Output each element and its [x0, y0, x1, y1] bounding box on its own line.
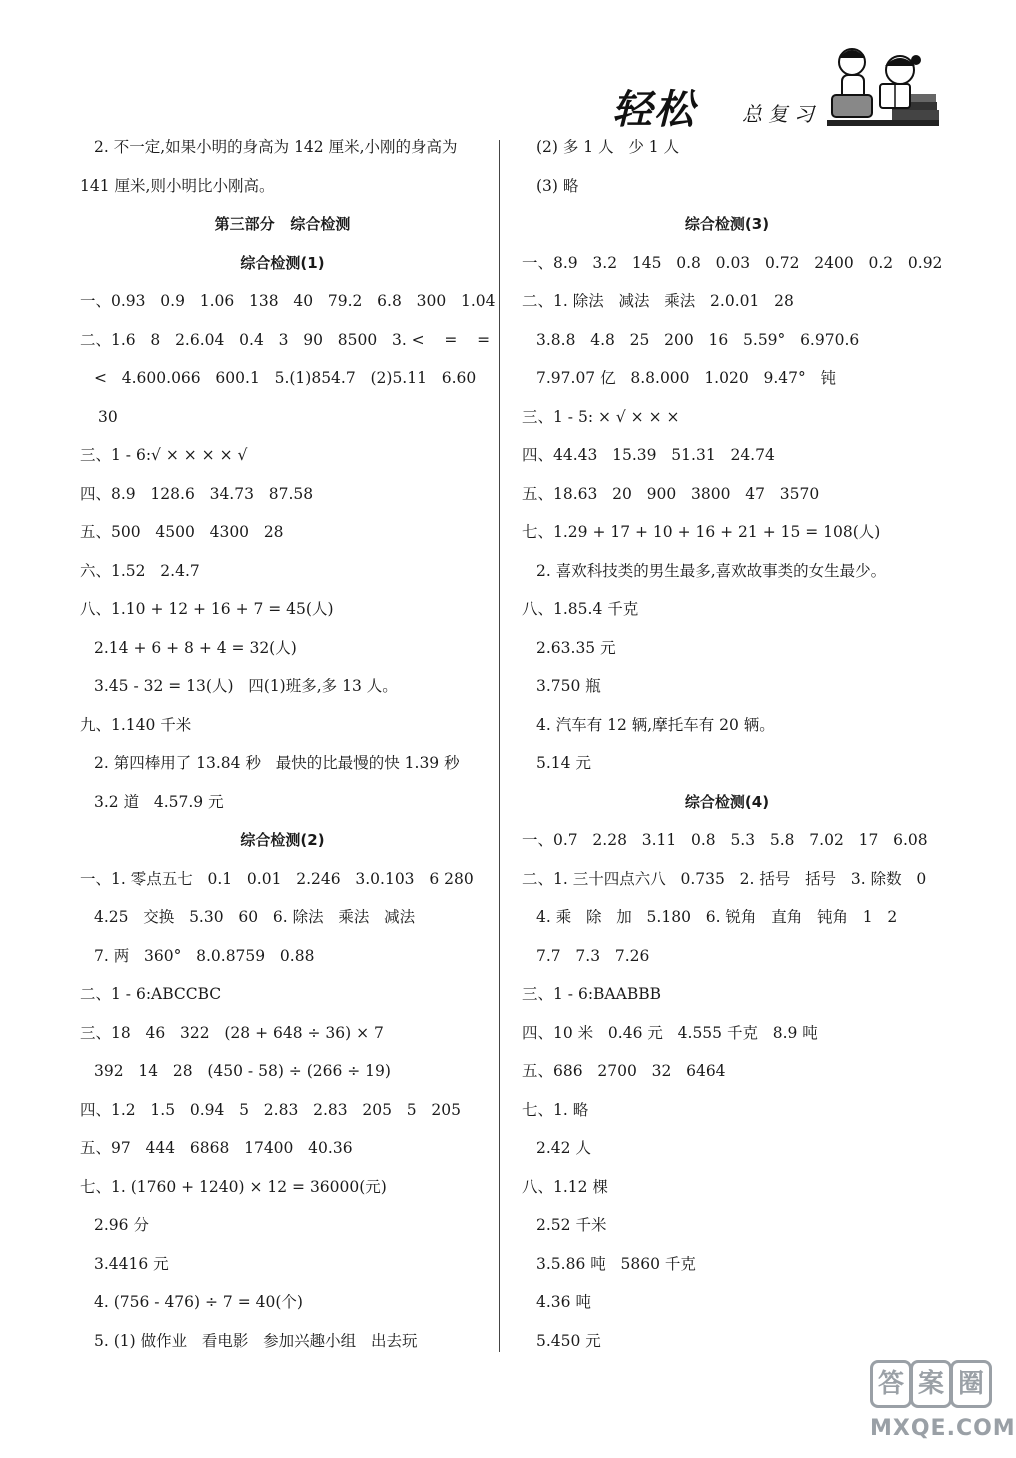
- answer-line: (3) 略: [536, 176, 579, 195]
- answer-line: 2.14 + 6 + 8 + 4 = 32(人): [94, 638, 297, 657]
- answer-line: 七、1. (1760 + 1240) × 12 = 36000(元): [80, 1177, 387, 1196]
- answer-line: 4.36 吨: [536, 1293, 591, 1311]
- section-heading: 第三部分 综合检测: [214, 215, 351, 233]
- watermark-char: 圈: [950, 1360, 992, 1408]
- answer-line: 3.4416 元: [94, 1254, 169, 1273]
- answer-line: 二、1 - 6:ABCCBC: [80, 985, 222, 1003]
- answer-line: 2. 喜欢科技类的男生最多,喜欢故事类的女生最少。: [536, 561, 887, 580]
- answer-line: 30: [98, 407, 118, 426]
- answer-line: 五、97 444 6868 17400 40.36: [80, 1139, 353, 1157]
- answer-line: 六、1.52 2.4.7: [80, 561, 200, 580]
- answer-line: 5.14 元: [536, 754, 591, 772]
- answer-line: 2.96 分: [94, 1216, 149, 1234]
- answer-line: 四、10 米 0.46 元 4.555 千克 8.9 吨: [522, 1023, 818, 1042]
- watermark: [870, 1360, 1016, 1450]
- answer-line: 三、1 - 6:√ × × × × √: [80, 446, 248, 464]
- answer-line: 7.97.07 亿 8.8.000 1.020 9.47° 钝: [536, 369, 837, 387]
- logo-title: 轻松: [612, 86, 696, 133]
- answer-line: 二、1.6 8 2.6.04 0.4 3 90 8500 3. < = =: [80, 330, 491, 349]
- answer-line: 5.450 元: [536, 1331, 601, 1350]
- logo-subtitle: 总复习: [742, 102, 820, 126]
- section-heading: 综合检测(1): [240, 253, 325, 272]
- answer-line: < 4.600.066 600.1 5.(1)854.7 (2)5.11 6.60: [94, 369, 477, 387]
- answer-line: 五、18.63 20 900 3800 47 3570: [522, 484, 820, 503]
- right-column: [522, 128, 943, 1360]
- answer-line: 四、44.43 15.39 51.31 24.74: [522, 446, 775, 464]
- reading-children-illustration-icon: [822, 40, 942, 140]
- watermark-url: MXQE.COM: [870, 1416, 1016, 1441]
- answer-line: 一、8.9 3.2 145 0.8 0.03 0.72 2400 0.2 0.92: [522, 253, 943, 272]
- watermark-char: 答: [870, 1360, 912, 1408]
- column-divider: [499, 140, 500, 1352]
- answer-line: 2. 第四棒用了 13.84 秒 最快的比最慢的快 1.39 秒: [94, 754, 460, 772]
- answer-line: 2. 不一定,如果小明的身高为 142 厘米,小刚的身高为: [94, 138, 458, 156]
- answer-line: 392 14 28 (450 - 58) ÷ (266 ÷ 19): [94, 1062, 391, 1080]
- answer-line: 3.45 - 32 = 13(人) 四(1)班多,多 13 人。: [94, 677, 398, 695]
- left-column: [80, 128, 496, 1360]
- answer-line: 3.5.86 吨 5860 千克: [536, 1254, 696, 1273]
- answer-line: 四、8.9 128.6 34.73 87.58: [80, 484, 314, 503]
- answer-line: 2.42 人: [536, 1139, 591, 1157]
- answer-line: 二、1. 三十四点六八 0.735 2. 括号 括号 3. 除数 0: [522, 869, 927, 888]
- answer-line: 三、1 - 5: × √ × × ×: [522, 407, 680, 426]
- answer-line: (2) 多 1 人 少 1 人: [536, 138, 680, 156]
- answer-line: 七、1.29 + 17 + 10 + 16 + 21 + 15 = 108(人): [522, 523, 881, 541]
- answer-line: 2.52 千米: [536, 1216, 607, 1234]
- answer-line: 五、686 2700 32 6464: [522, 1062, 726, 1080]
- answer-line: 2.63.35 元: [536, 638, 616, 657]
- answer-line: 一、0.93 0.9 1.06 138 40 79.2 6.8 300 1.04: [80, 292, 496, 310]
- section-heading: 综合检测(2): [240, 831, 325, 849]
- answer-line: 141 厘米,则小明比小刚高。: [80, 176, 275, 195]
- answer-line: 5. (1) 做作业 看电影 参加兴趣小组 出去玩: [94, 1331, 418, 1350]
- answer-line: 3.750 瓶: [536, 677, 601, 695]
- answer-line: 一、0.7 2.28 3.11 0.8 5.3 5.8 7.02 17 6.08: [522, 831, 928, 849]
- answer-line: 三、1 - 6:BAABBB: [522, 985, 661, 1003]
- answer-line: 4. (756 - 476) ÷ 7 = 40(个): [94, 1293, 303, 1311]
- answer-line: 4. 汽车有 12 辆,摩托车有 20 辆。: [536, 715, 775, 734]
- answer-line: 八、1.10 + 12 + 16 + 7 = 45(人): [80, 600, 334, 618]
- watermark-char: 案: [910, 1360, 952, 1408]
- header-logo: [612, 40, 942, 140]
- answer-line: 7. 两 360° 8.0.8759 0.88: [94, 946, 315, 965]
- answer-line: 7.7 7.3 7.26: [536, 946, 650, 965]
- section-heading: 综合检测(4): [684, 792, 770, 811]
- answer-line: 七、1. 略: [522, 1100, 589, 1119]
- answer-line: 四、1.2 1.5 0.94 5 2.83 2.83 205 5 205: [80, 1100, 461, 1119]
- answer-line: 4. 乘 除 加 5.180 6. 锐角 直角 钝角 1 2: [536, 908, 898, 926]
- answer-line: 五、500 4500 4300 28: [80, 523, 284, 541]
- section-heading: 综合检测(3): [684, 215, 770, 233]
- answer-line: 八、1.12 棵: [522, 1177, 608, 1196]
- answer-line: 一、1. 零点五七 0.1 0.01 2.246 3.0.103 6 280: [80, 869, 474, 888]
- answer-line: 八、1.85.4 千克: [522, 600, 639, 618]
- answer-line: 4.25 交换 5.30 60 6. 除法 乘法 减法: [94, 908, 416, 926]
- answer-line: 3.2 道 4.57.9 元: [94, 792, 224, 811]
- answer-line: 3.8.8 4.8 25 200 16 5.59° 6.970.6: [536, 330, 860, 349]
- answer-line: 三、18 46 322 (28 + 648 ÷ 36) × 7: [80, 1023, 384, 1042]
- answer-line: 二、1. 除法 减法 乘法 2.0.01 28: [522, 292, 794, 310]
- answer-line: 九、1.140 千米: [80, 715, 192, 734]
